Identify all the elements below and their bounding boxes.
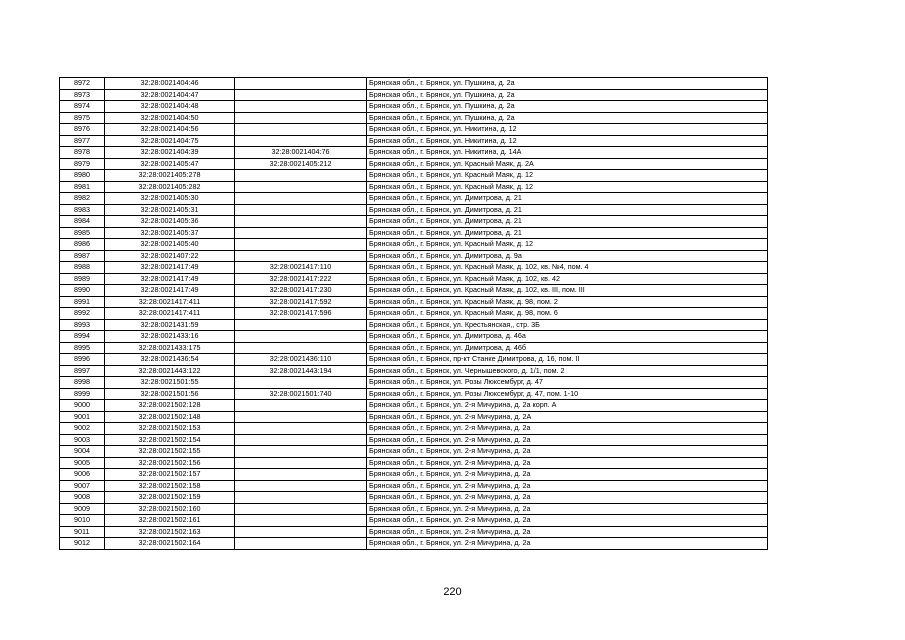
- row-number-cell: 8974: [60, 101, 105, 113]
- sub-cadastral-number-cell: [235, 216, 367, 228]
- sub-cadastral-number-cell: [235, 250, 367, 262]
- row-number-cell: 9006: [60, 469, 105, 481]
- address-cell: Брянская обл., г. Брянск, ул. 2-я Мичурина, д. 2А: [367, 411, 768, 423]
- sub-cadastral-number-cell: [235, 239, 367, 251]
- cadastral-number-cell: 32:28:0021502:153: [105, 423, 235, 435]
- row-number-cell: 8988: [60, 262, 105, 274]
- table-row: [60, 365, 768, 377]
- table-row: [60, 239, 768, 251]
- row-number-cell: 8982: [60, 193, 105, 205]
- table-row: [60, 515, 768, 527]
- row-number-cell: 8999: [60, 388, 105, 400]
- table-row: [60, 216, 768, 228]
- sub-cadastral-number-cell: 32:28:0021436:110: [235, 354, 367, 366]
- cadastral-number-cell: 32:28:0021405:40: [105, 239, 235, 251]
- sub-cadastral-number-cell: [235, 78, 367, 90]
- sub-cadastral-number-cell: [235, 342, 367, 354]
- cadastral-number-cell: 32:28:0021405:31: [105, 204, 235, 216]
- cadastral-number-cell: 32:28:0021443:122: [105, 365, 235, 377]
- cadastral-number-cell: 32:28:0021502:148: [105, 411, 235, 423]
- row-number-cell: 8979: [60, 158, 105, 170]
- cadastral-number-cell: 32:28:0021404:50: [105, 112, 235, 124]
- cadastral-number-cell: 32:28:0021501:55: [105, 377, 235, 389]
- address-cell: Брянская обл., г. Брянск, ул. 2-я Мичурина, д. 2а: [367, 469, 768, 481]
- table-row: [60, 78, 768, 90]
- sub-cadastral-number-cell: [235, 135, 367, 147]
- address-cell: Брянская обл., г. Брянск, ул. Красный Маяк, д. 102, кв. III, пом. III: [367, 285, 768, 297]
- cadastral-number-cell: 32:28:0021404:46: [105, 78, 235, 90]
- address-cell: Брянская обл., г. Брянск, ул. Красный Маяк, д. 2А: [367, 158, 768, 170]
- table-row: [60, 503, 768, 515]
- cadastral-number-cell: 32:28:0021436:54: [105, 354, 235, 366]
- cadastral-number-cell: 32:28:0021404:47: [105, 89, 235, 101]
- address-cell: Брянская обл., г. Брянск, ул. Красный Маяк, д. 98, пом. 2: [367, 296, 768, 308]
- sub-cadastral-number-cell: [235, 377, 367, 389]
- cadastral-number-cell: 32:28:0021433:16: [105, 331, 235, 343]
- sub-cadastral-number-cell: [235, 112, 367, 124]
- table-row: [60, 112, 768, 124]
- row-number-cell: 8996: [60, 354, 105, 366]
- cadastral-number-cell: 32:28:0021405:36: [105, 216, 235, 228]
- cadastral-number-cell: 32:28:0021502:156: [105, 457, 235, 469]
- table-row: [60, 147, 768, 159]
- address-cell: Брянская обл., г. Брянск, ул. Никитина, д. 12: [367, 135, 768, 147]
- cadastral-number-cell: 32:28:0021405:37: [105, 227, 235, 239]
- sub-cadastral-number-cell: 32:28:0021404:76: [235, 147, 367, 159]
- sub-cadastral-number-cell: [235, 193, 367, 205]
- page-number: 220: [443, 586, 462, 598]
- cadastral-number-cell: 32:28:0021502:160: [105, 503, 235, 515]
- address-cell: Брянская обл., г. Брянск, ул. Розы Люксембург, д. 47: [367, 377, 768, 389]
- row-number-cell: 9005: [60, 457, 105, 469]
- row-number-cell: 9002: [60, 423, 105, 435]
- table-row: [60, 124, 768, 136]
- sub-cadastral-number-cell: [235, 469, 367, 481]
- sub-cadastral-number-cell: [235, 204, 367, 216]
- sub-cadastral-number-cell: [235, 457, 367, 469]
- address-cell: Брянская обл., г. Брянск, ул. 2-я Мичурина, д. 2а: [367, 492, 768, 504]
- table-row: [60, 538, 768, 550]
- table-row: [60, 319, 768, 331]
- table-row: [60, 193, 768, 205]
- table-row: [60, 227, 768, 239]
- address-cell: Брянская обл., г. Брянск, ул. 2-я Мичурина, д. 2а: [367, 503, 768, 515]
- table-row: [60, 170, 768, 182]
- address-cell: Брянская обл., г. Брянск, ул. 2-я Мичурина, д. 2а: [367, 434, 768, 446]
- table-row: [60, 308, 768, 320]
- cadastral-number-cell: 32:28:0021404:75: [105, 135, 235, 147]
- row-number-cell: 9000: [60, 400, 105, 412]
- row-number-cell: 8985: [60, 227, 105, 239]
- sub-cadastral-number-cell: 32:28:0021417:592: [235, 296, 367, 308]
- sub-cadastral-number-cell: [235, 227, 367, 239]
- sub-cadastral-number-cell: 32:28:0021417:230: [235, 285, 367, 297]
- table-row: [60, 411, 768, 423]
- row-number-cell: 8994: [60, 331, 105, 343]
- row-number-cell: 9004: [60, 446, 105, 458]
- row-number-cell: 8978: [60, 147, 105, 159]
- table-row: [60, 388, 768, 400]
- row-number-cell: 8980: [60, 170, 105, 182]
- address-cell: Брянская обл., г. Брянск, ул. Пушкина, д. 2а: [367, 89, 768, 101]
- sub-cadastral-number-cell: [235, 101, 367, 113]
- table-row: [60, 101, 768, 113]
- row-number-cell: 9009: [60, 503, 105, 515]
- table-row: [60, 262, 768, 274]
- table-row: [60, 457, 768, 469]
- table-row: [60, 469, 768, 481]
- row-number-cell: 8975: [60, 112, 105, 124]
- row-number-cell: 9011: [60, 526, 105, 538]
- address-cell: Брянская обл., г. Брянск, ул. 2-я Мичурина, д. 2а: [367, 515, 768, 527]
- address-cell: Брянская обл., г. Брянск, ул. Димитрова, д. 21: [367, 216, 768, 228]
- address-cell: Брянская обл., г. Брянск, ул. Красный Маяк, д. 12: [367, 170, 768, 182]
- cadastral-number-cell: 32:28:0021404:39: [105, 147, 235, 159]
- sub-cadastral-number-cell: [235, 181, 367, 193]
- address-cell: Брянская обл., г. Брянск, ул. Никитина, д. 12: [367, 124, 768, 136]
- sub-cadastral-number-cell: [235, 480, 367, 492]
- table-row: [60, 204, 768, 216]
- table-row: [60, 342, 768, 354]
- cadastral-number-cell: 32:28:0021502:154: [105, 434, 235, 446]
- sub-cadastral-number-cell: [235, 124, 367, 136]
- sub-cadastral-number-cell: [235, 538, 367, 550]
- row-number-cell: 9010: [60, 515, 105, 527]
- table-row: [60, 181, 768, 193]
- sub-cadastral-number-cell: 32:28:0021417:110: [235, 262, 367, 274]
- address-cell: Брянская обл., г. Брянск, ул. Никитина, д. 14А: [367, 147, 768, 159]
- address-cell: Брянская обл., г. Брянск, ул. Димитрова, д. 46а: [367, 331, 768, 343]
- row-number-cell: 9003: [60, 434, 105, 446]
- address-cell: Брянская обл., г. Брянск, пр-кт Станке Димитрова, д. 16, пом. II: [367, 354, 768, 366]
- table-row: [60, 89, 768, 101]
- sub-cadastral-number-cell: [235, 515, 367, 527]
- cadastral-number-cell: 32:28:0021501:56: [105, 388, 235, 400]
- row-number-cell: 9007: [60, 480, 105, 492]
- table-row: [60, 273, 768, 285]
- row-number-cell: 8981: [60, 181, 105, 193]
- row-number-cell: 8983: [60, 204, 105, 216]
- sub-cadastral-number-cell: [235, 89, 367, 101]
- sub-cadastral-number-cell: [235, 434, 367, 446]
- table-row: [60, 250, 768, 262]
- address-cell: Брянская обл., г. Брянск, ул. Крестьянская,, стр. 3Б: [367, 319, 768, 331]
- sub-cadastral-number-cell: [235, 526, 367, 538]
- table-row: [60, 434, 768, 446]
- sub-cadastral-number-cell: [235, 503, 367, 515]
- address-cell: Брянская обл., г. Брянск, ул. Пушкина, д. 2а: [367, 101, 768, 113]
- table-row: [60, 446, 768, 458]
- cadastral-number-cell: 32:28:0021417:411: [105, 296, 235, 308]
- cadastral-number-cell: 32:28:0021405:47: [105, 158, 235, 170]
- row-number-cell: 8993: [60, 319, 105, 331]
- sub-cadastral-number-cell: [235, 331, 367, 343]
- cadastral-number-cell: 32:28:0021404:48: [105, 101, 235, 113]
- address-cell: Брянская обл., г. Брянск, ул. Чернышевского, д. 1/1, пом. 2: [367, 365, 768, 377]
- cadastral-number-cell: 32:28:0021502:164: [105, 538, 235, 550]
- cadastral-number-cell: 32:28:0021404:56: [105, 124, 235, 136]
- cadastral-number-cell: 32:28:0021502:157: [105, 469, 235, 481]
- row-number-cell: 8989: [60, 273, 105, 285]
- registry-table-body: [60, 78, 768, 550]
- table-row: [60, 331, 768, 343]
- row-number-cell: 9001: [60, 411, 105, 423]
- sub-cadastral-number-cell: 32:28:0021405:212: [235, 158, 367, 170]
- sub-cadastral-number-cell: [235, 446, 367, 458]
- table-row: [60, 354, 768, 366]
- table-row: [60, 423, 768, 435]
- address-cell: Брянская обл., г. Брянск, ул. 2-я Мичурина, д. 2а: [367, 423, 768, 435]
- cadastral-number-cell: 32:28:0021502:158: [105, 480, 235, 492]
- table-row: [60, 400, 768, 412]
- sub-cadastral-number-cell: 32:28:0021501:740: [235, 388, 367, 400]
- row-number-cell: 9008: [60, 492, 105, 504]
- table-row: [60, 377, 768, 389]
- table-row: [60, 158, 768, 170]
- sub-cadastral-number-cell: [235, 423, 367, 435]
- row-number-cell: 8998: [60, 377, 105, 389]
- row-number-cell: 8995: [60, 342, 105, 354]
- table-row: [60, 492, 768, 504]
- sub-cadastral-number-cell: 32:28:0021443:194: [235, 365, 367, 377]
- row-number-cell: 8984: [60, 216, 105, 228]
- table-row: [60, 296, 768, 308]
- row-number-cell: 8992: [60, 308, 105, 320]
- address-cell: Брянская обл., г. Брянск, ул. Димитрова, д. 46б: [367, 342, 768, 354]
- row-number-cell: 8986: [60, 239, 105, 251]
- address-cell: Брянская обл., г. Брянск, ул. Димитрова, д. 21: [367, 204, 768, 216]
- cadastral-number-cell: 32:28:0021502:159: [105, 492, 235, 504]
- row-number-cell: 8990: [60, 285, 105, 297]
- address-cell: Брянская обл., г. Брянск, ул. Димитрова, д. 21: [367, 193, 768, 205]
- address-cell: Брянская обл., г. Брянск, ул. Красный Маяк, д. 102, кв. 42: [367, 273, 768, 285]
- table-row: [60, 285, 768, 297]
- address-cell: Брянская обл., г. Брянск, ул. Красный Маяк, д. 12: [367, 239, 768, 251]
- address-cell: Брянская обл., г. Брянск, ул. Красный Маяк, д. 12: [367, 181, 768, 193]
- row-number-cell: 8972: [60, 78, 105, 90]
- address-cell: Брянская обл., г. Брянск, ул. 2-я Мичурина, д. 2а: [367, 480, 768, 492]
- address-cell: Брянская обл., г. Брянск, ул. 2-я Мичурина, д. 2а: [367, 457, 768, 469]
- address-cell: Брянская обл., г. Брянск, ул. 2-я Мичурина, д. 2а корп. А: [367, 400, 768, 412]
- sub-cadastral-number-cell: [235, 492, 367, 504]
- cadastral-number-cell: 32:28:0021405:282: [105, 181, 235, 193]
- sub-cadastral-number-cell: [235, 319, 367, 331]
- cadastral-number-cell: 32:28:0021431:59: [105, 319, 235, 331]
- cadastral-number-cell: 32:28:0021502:163: [105, 526, 235, 538]
- cadastral-number-cell: 32:28:0021417:49: [105, 262, 235, 274]
- sub-cadastral-number-cell: [235, 170, 367, 182]
- row-number-cell: 8976: [60, 124, 105, 136]
- sub-cadastral-number-cell: 32:28:0021417:596: [235, 308, 367, 320]
- cadastral-number-cell: 32:28:0021417:49: [105, 285, 235, 297]
- address-cell: Брянская обл., г. Брянск, ул. 2-я Мичурина, д. 2а: [367, 526, 768, 538]
- address-cell: Брянская обл., г. Брянск, ул. Димитрова, д. 9а: [367, 250, 768, 262]
- cadastral-number-cell: 32:28:0021433:175: [105, 342, 235, 354]
- sub-cadastral-number-cell: [235, 411, 367, 423]
- cadastral-number-cell: 32:28:0021502:155: [105, 446, 235, 458]
- row-number-cell: 8973: [60, 89, 105, 101]
- address-cell: Брянская обл., г. Брянск, ул. Димитрова, д. 21: [367, 227, 768, 239]
- row-number-cell: 9012: [60, 538, 105, 550]
- sub-cadastral-number-cell: [235, 400, 367, 412]
- registry-table: [59, 77, 768, 550]
- cadastral-number-cell: 32:28:0021417:49: [105, 273, 235, 285]
- cadastral-number-cell: 32:28:0021502:128: [105, 400, 235, 412]
- address-cell: Брянская обл., г. Брянск, ул. Розы Люксембург, д. 47, пом. 1-10: [367, 388, 768, 400]
- row-number-cell: 8987: [60, 250, 105, 262]
- address-cell: Брянская обл., г. Брянск, ул. Красный Маяк, д. 102, кв. №4, пом. 4: [367, 262, 768, 274]
- cadastral-number-cell: 32:28:0021405:30: [105, 193, 235, 205]
- address-cell: Брянская обл., г. Брянск, ул. Красный Маяк, д. 98, пом. 6: [367, 308, 768, 320]
- row-number-cell: 8977: [60, 135, 105, 147]
- cadastral-number-cell: 32:28:0021417:411: [105, 308, 235, 320]
- address-cell: Брянская обл., г. Брянск, ул. Пушкина, д. 2а: [367, 112, 768, 124]
- address-cell: Брянская обл., г. Брянск, ул. Пушкина, д. 2а: [367, 78, 768, 90]
- cadastral-number-cell: 32:28:0021407:22: [105, 250, 235, 262]
- cadastral-number-cell: 32:28:0021405:278: [105, 170, 235, 182]
- sub-cadastral-number-cell: 32:28:0021417:222: [235, 273, 367, 285]
- table-row: [60, 526, 768, 538]
- table-row: [60, 480, 768, 492]
- address-cell: Брянская обл., г. Брянск, ул. 2-я Мичурина, д. 2а: [367, 538, 768, 550]
- cadastral-number-cell: 32:28:0021502:161: [105, 515, 235, 527]
- address-cell: Брянская обл., г. Брянск, ул. 2-я Мичурина, д. 2а: [367, 446, 768, 458]
- row-number-cell: 8991: [60, 296, 105, 308]
- row-number-cell: 8997: [60, 365, 105, 377]
- table-row: [60, 135, 768, 147]
